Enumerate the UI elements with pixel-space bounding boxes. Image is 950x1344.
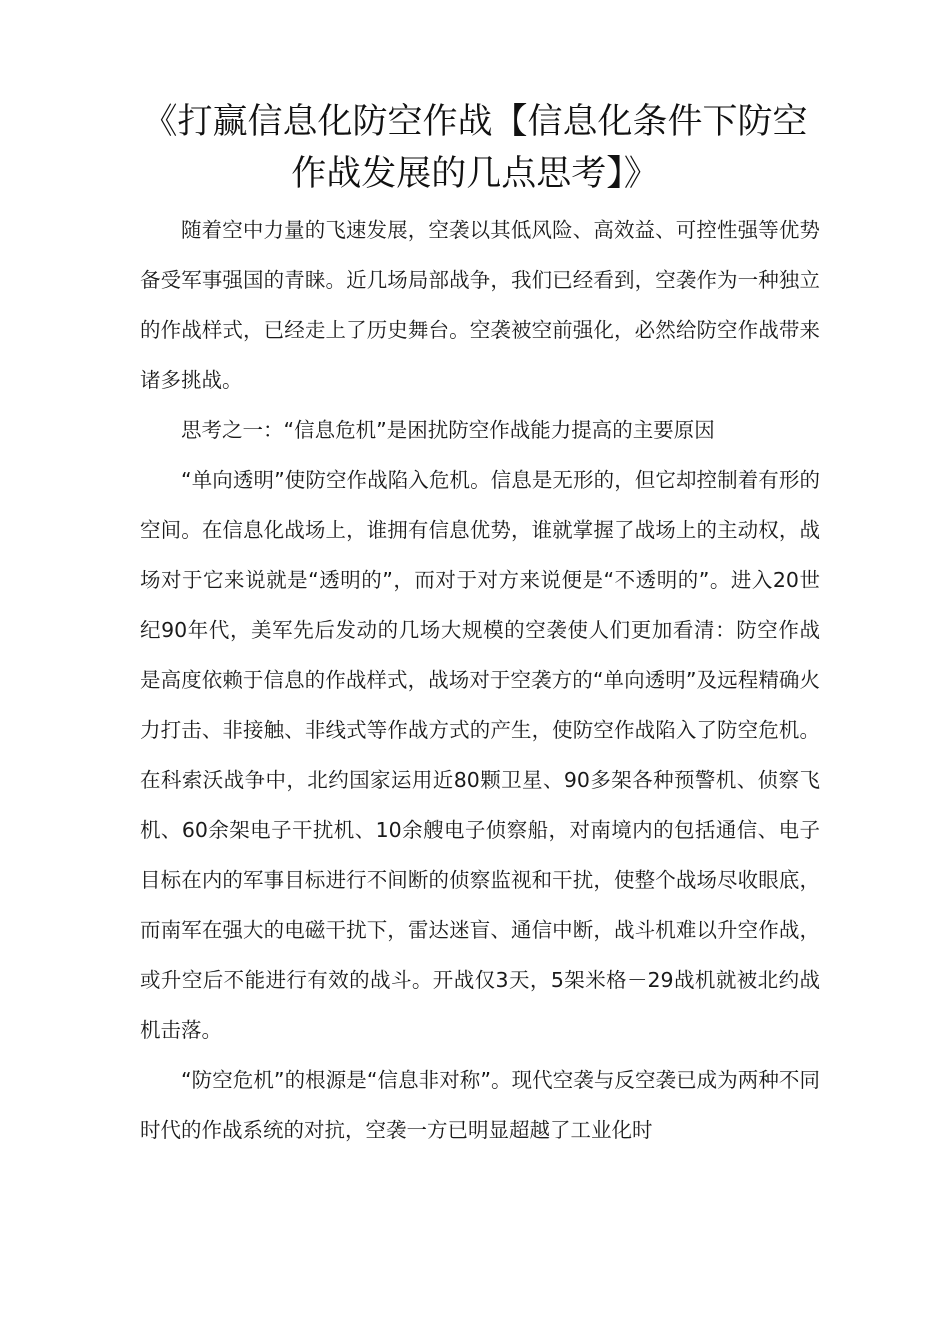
paragraph-one-way-transparency: “单向透明”使防空作战陷入危机。信息是无形的，但它却控制着有形的空间。在信息化战场上，谁拥有信息优势，谁就掌握了战场上的主动权，战场对于它来说就是“透明的”，而对于对方来说便是“不透明的”。进入20世纪90年代，美军先后发动的几场大规模的空袭使人们更加看清：防空作战是高度依赖于信息的作战样式，战场对于空袭方的“单向透明”及远程精确火力打击、非接触、非线式等作战方式的产生，使防空作战陷入了防空危机。在科索沃战争中，北约国家运用近80颗卫星、90多架各种预警机、侦察飞机、60余架电子干扰机、10余艘电子侦察船，对南境内的包括通信、电子目标在内的军事目标进行不间断的侦察监视和干扰，使整个战场尽收眼底，而南军在强大的电磁干扰下，雷达迷盲、通信中断，战斗机难以升空作战，或升空后不能进行有效的战斗。开战仅3天，5架米格－29战机就被北约战机击落。 xyxy=(140,468,820,1042)
paragraph-intro: 随着空中力量的飞速发展，空袭以其低风险、高效益、可控性强等优势备受军事强国的青睐。近几场局部战争，我们已经看到，空袭作为一种独立的作战样式，已经走上了历史舞台。空袭被空前强化，必然给防空作战带来诸多挑战。 xyxy=(140,218,820,392)
document-title: 《打赢信息化防空作战【信息化条件下防空作战发展的几点思考】》 xyxy=(142,102,808,194)
paragraph-heading-thought-one: 思考之一：“信息危机”是困扰防空作战能力提高的主要原因 xyxy=(181,418,715,442)
paragraph-information-asymmetry: “防空危机”的根源是“信息非对称”。现代空袭与反空袭已成为两种不同时代的作战系统的对抗，空袭一方已明显超越了工业化时 xyxy=(140,1068,820,1142)
document-body xyxy=(140,205,820,1155)
